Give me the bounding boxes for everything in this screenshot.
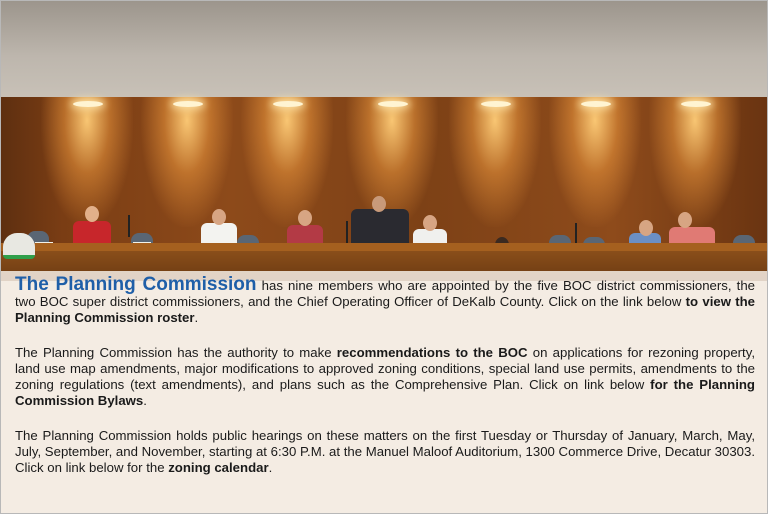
- commissioner-head: [423, 215, 437, 231]
- commissioner-head: [85, 206, 99, 222]
- photo-ceiling: [1, 1, 767, 101]
- wall-light: [649, 97, 741, 227]
- paragraph-text: on applications for rezoning property, land use map amendments, major modifications to approved zoning conditions, special land use permits, amendments to the zoning regulations (text amendments), and plans such as the Comprehensive Plan. Click on link below: [15, 345, 755, 392]
- paragraph-text: The Planning Commission holds public hearings on these matters on the first Tuesday or Thursday of January, March, May, July, September, and November, starting at 6:30 P.M. at the Manuel Maloof Auditorium, 1300 Commerce Drive, Decatur 30303. Click on link below for the: [15, 428, 755, 475]
- commissioner-head: [212, 209, 226, 225]
- paragraph-text: .: [268, 460, 273, 475]
- wall-light: [449, 97, 541, 227]
- microphone: [575, 223, 577, 245]
- wall-light: [346, 97, 438, 227]
- commissioner-head: [678, 212, 692, 228]
- ceiling-spotlight: [681, 101, 711, 107]
- ceiling-spotlight: [173, 101, 203, 107]
- paragraph-text: .: [143, 393, 147, 408]
- microphone: [128, 215, 130, 237]
- paragraph-text: The Planning Commission has the authority to make: [15, 345, 337, 360]
- roster-link[interactable]: to view the Planning Commission roster: [15, 294, 755, 325]
- microphone: [346, 221, 348, 243]
- audience-cap: [3, 233, 35, 259]
- commissioner-head: [298, 210, 312, 226]
- wall-light: [141, 97, 233, 227]
- paragraph-text: has nine members who are appointed by the five BOC district commissioners, the two BOC super district commissioners, and the Chief Operating Officer of DeKalb County. Click on the link below: [15, 278, 755, 309]
- ceiling-spotlight: [273, 101, 303, 107]
- dais-edge: [1, 243, 767, 251]
- speaker-head: [372, 196, 386, 212]
- wall-light: [241, 97, 333, 227]
- paragraph-membership: [15, 274, 755, 326]
- recommendations-emphasis: recommendations to the BOC: [336, 345, 528, 360]
- zoning-calendar-link[interactable]: zoning calendar: [168, 460, 269, 475]
- ceiling-spotlight: [581, 101, 611, 107]
- ceiling-spotlight: [378, 101, 408, 107]
- ceiling-spotlight: [481, 101, 511, 107]
- panel-title: The Planning Commission: [15, 274, 257, 295]
- commissioner-head: [639, 220, 653, 236]
- paragraph-authority: [15, 345, 755, 409]
- wall-light: [549, 97, 641, 227]
- paragraph-text: .: [194, 310, 199, 325]
- ceiling-spotlight: [73, 101, 103, 107]
- bylaws-link[interactable]: for the Planning Commission Bylaws: [15, 377, 755, 408]
- description-text: [15, 274, 755, 495]
- paragraph-hearings: [15, 428, 755, 476]
